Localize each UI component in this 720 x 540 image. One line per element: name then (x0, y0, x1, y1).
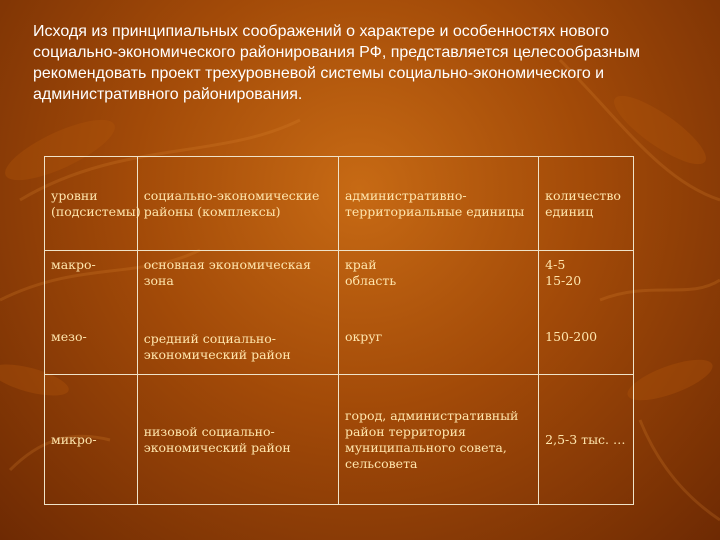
cell-count-macro-meso (539, 251, 634, 375)
econ-macro: основная экономическая зона (143, 257, 311, 288)
cell-econ-macro-meso (137, 251, 338, 375)
intro-paragraph: Исходя из принципиальных соображений о характере и особенностях нового социально-экономического районирования РФ, представляется целесообразным рекомендовать проект трехуровневой системы социально-экономического и административного районирования. (33, 23, 640, 103)
admin-oblast: область (344, 273, 397, 288)
admin-micro: город, административный район территория муниципального совета, сельсовета (338, 375, 538, 505)
table-row-micro (45, 375, 634, 505)
cell-admin-macro-meso (338, 251, 538, 375)
regionalization-table (44, 156, 634, 504)
header-econ-regions: социально-экономические районы (комплексы) (137, 157, 338, 251)
table-header-row (45, 157, 634, 251)
count-krai: 4-5 (545, 257, 566, 272)
level-meso: мезо- (51, 329, 87, 344)
cell-level-macro-meso (45, 251, 138, 375)
level-micro: микро- (45, 375, 138, 505)
count-okrug: 150-200 (545, 329, 598, 344)
level-macro: макро- (51, 257, 96, 272)
count-oblast: 15-20 (545, 273, 582, 288)
header-unit-count: количество единиц (539, 157, 634, 251)
header-admin-units: административно-территориальные единицы (338, 157, 538, 251)
econ-meso: средний социально-экономический район (143, 331, 291, 362)
econ-micro: низовой социально-экономический район (137, 375, 338, 505)
header-levels: уровни (подсистемы) (45, 157, 138, 251)
admin-okrug: округ (344, 329, 383, 344)
admin-krai: край (344, 257, 377, 272)
table-row-macro-meso (45, 251, 634, 375)
count-micro: 2,5-3 тыс. … (539, 375, 634, 505)
